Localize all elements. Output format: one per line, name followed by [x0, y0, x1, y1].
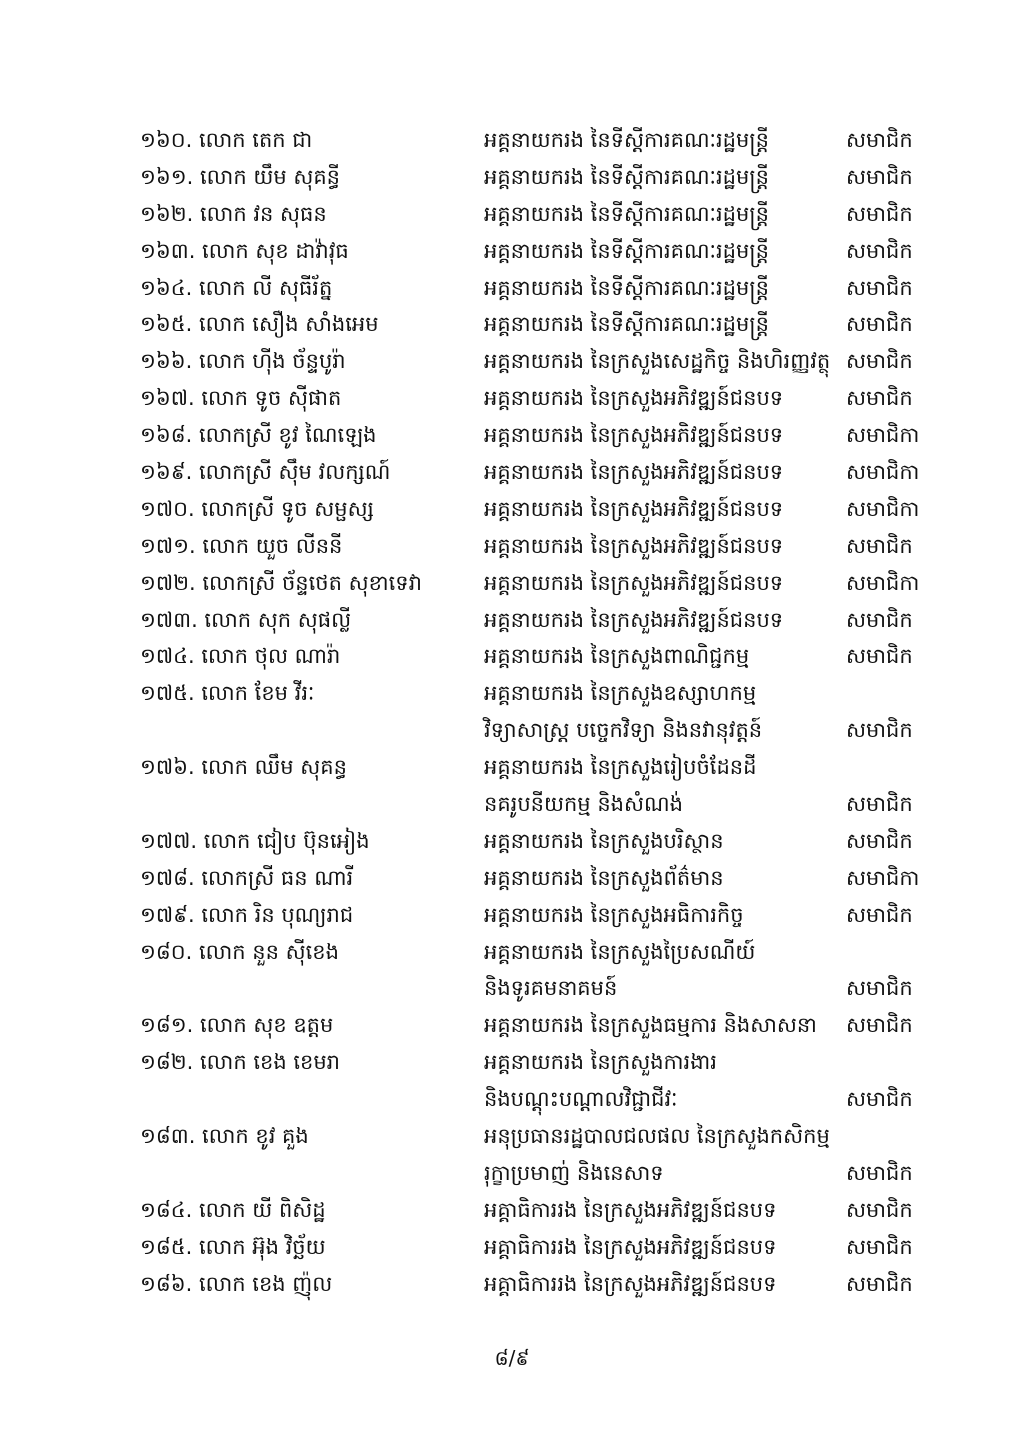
entry-line: [0, 860, 1024, 897]
member-name: ១៦៤. លោក លី សុធីរ័ត្ន: [140, 275, 333, 300]
entry-line: [0, 1081, 1024, 1118]
entry-line: [0, 159, 1024, 196]
member-entry: [0, 1118, 1024, 1192]
entry-line: [0, 491, 1024, 528]
page-number: ៨/៩: [494, 1346, 530, 1370]
member-entry: [0, 1044, 1024, 1118]
member-entry: [0, 934, 1024, 1008]
member-name: ១៦៦. លោក ហ៊ីង ច័ន្ទបូរ៉ា: [140, 349, 346, 374]
member-position: អគ្គនាយករង នៃក្រសួងអភិវឌ្ឍន៍ជនបទ: [484, 570, 784, 595]
entry-line: [0, 1007, 1024, 1044]
member-name: ១៨៥. លោក អ៊ុង វិច្ឆ័យ: [140, 1234, 326, 1259]
member-position: អគ្គនាយករង នៃទីស្តីការគណៈរដ្ឋមន្ត្រី: [484, 238, 769, 263]
member-position: អគ្គនាយករង នៃក្រសួងអភិវឌ្ឍន៍ជនបទ: [484, 496, 784, 521]
entry-line: [0, 934, 1024, 971]
member-role: សមាជិក: [846, 164, 913, 189]
member-entry: [0, 1007, 1024, 1044]
member-position: អគ្គនាយករង នៃទីស្តីការគណៈរដ្ឋមន្ត្រី: [484, 275, 769, 300]
member-name: ១៧៦. លោក ឈឹម សុគន្ធ: [140, 755, 347, 780]
entry-line: [0, 233, 1024, 270]
member-position: អគ្គនាយករង នៃក្រសួងអភិវឌ្ឍន៍ជនបទ: [484, 460, 784, 485]
member-entry: [0, 1192, 1024, 1229]
member-name: ១៨៤. លោក យី ពិសិដ្ឋ: [140, 1197, 326, 1222]
entry-line: [0, 565, 1024, 602]
entry-line: [0, 970, 1024, 1007]
member-role: សមាជិក: [846, 533, 913, 558]
member-position: អគ្គនាយករង នៃក្រសួងសេដ្ឋកិច្ច និងហិរញ្ញវត្ថុ: [484, 349, 831, 374]
member-position: អគ្គនាយករង នៃក្រសួងប្រៃសណីយ៍: [484, 939, 756, 964]
entry-line: [0, 417, 1024, 454]
member-name: ១៨០. លោក នួន ស៊ីខេង: [140, 939, 339, 964]
member-role: សមាជិកា: [846, 460, 920, 485]
member-name: ១៧៣. លោក សុក សុផល្លី: [140, 607, 352, 632]
member-name: ១៧០. លោកស្រី ទូច សម្ផស្ស: [140, 496, 374, 521]
entry-line: [0, 823, 1024, 860]
member-position: អគ្គនាយករង នៃក្រសួងអធិការកិច្ច: [484, 902, 744, 927]
member-role: សមាជិក: [846, 644, 913, 669]
member-name: ១៧៧. លោក ជៀប ប៊ុនអៀង: [140, 828, 370, 853]
member-role: សមាជិក: [846, 1197, 913, 1222]
member-entry: [0, 159, 1024, 196]
entry-line: [0, 1155, 1024, 1192]
member-role: សមាជិក: [846, 1271, 913, 1296]
member-name: ១៨២. លោក ខេង ខេមរា: [140, 1050, 340, 1075]
entry-line: [0, 343, 1024, 380]
entry-line: [0, 638, 1024, 675]
member-entry: [0, 1229, 1024, 1266]
member-entry: [0, 306, 1024, 343]
member-position: និងទូរគមនាគមន៍: [484, 976, 618, 1001]
member-entry: [0, 233, 1024, 270]
entry-line: [0, 122, 1024, 159]
member-name: ១៦៧. លោក ទូច ស៊ីផាត: [140, 386, 342, 411]
member-name: ១៧៩. លោក រិន បុណ្យរាជ: [140, 902, 354, 927]
member-role: សមាជិក: [846, 201, 913, 226]
member-role: សមាជិក: [846, 275, 913, 300]
member-position: អគ្គនាយករង នៃក្រសួងបរិស្ថាន: [484, 828, 724, 853]
member-name: ១៧១. លោក យួច លីននី: [140, 533, 343, 558]
member-position: អគ្គនាយករង នៃទីស្តីការគណៈរដ្ឋមន្ត្រី: [484, 312, 769, 337]
member-name: ១៨៦. លោក ខេង ញ៉ុល: [140, 1271, 333, 1296]
member-position: និងបណ្តុះបណ្តាលវិជ្ជាជីវៈ: [484, 1087, 678, 1112]
member-entry: [0, 897, 1024, 934]
member-entry: [0, 638, 1024, 675]
member-position: អគ្គនាយករង នៃក្រសួងអភិវឌ្ឍន៍ជនបទ: [484, 533, 784, 558]
member-role: សមាជិក: [846, 976, 913, 1001]
member-position: អគ្គនាយករង នៃក្រសួងអភិវឌ្ឍន៍ជនបទ: [484, 607, 784, 632]
entry-line: [0, 454, 1024, 491]
member-entry: [0, 380, 1024, 417]
entry-line: [0, 1192, 1024, 1229]
member-name: ១៦២. លោក វន សុធន: [140, 201, 327, 226]
member-position: អគ្គនាយករង នៃក្រសួងព័ត៌មាន: [484, 865, 724, 890]
member-position: អគ្គនាយករង នៃក្រសួងការងារ: [484, 1050, 717, 1075]
member-position: អគ្គនាយករង នៃក្រសួងឧស្សាហកម្ម: [484, 681, 757, 706]
member-role: សមាជិកា: [846, 496, 920, 521]
member-position: អគ្គនាយករង នៃក្រសួងពាណិជ្ជកម្ម: [484, 644, 750, 669]
entry-line: [0, 270, 1024, 307]
member-entry: [0, 860, 1024, 897]
entry-line: [0, 712, 1024, 749]
member-name: ១៧២. លោកស្រី ច័ន្ទថេត សុខាទេវា: [140, 570, 422, 595]
member-entry: [0, 565, 1024, 602]
member-position: អគ្គនាយករង នៃក្រសួងធម្មការ និងសាសនា: [484, 1013, 817, 1038]
entry-line: [0, 1044, 1024, 1081]
member-entry: [0, 417, 1024, 454]
member-position: អគ្គនាយករង នៃក្រសួងអភិវឌ្ឍន៍ជនបទ: [484, 386, 784, 411]
member-name: ១៦៩. លោកស្រី ស៊ឹម វលក្សណ៍: [140, 460, 391, 485]
member-role: សមាជិក: [846, 828, 913, 853]
member-position: អគ្គាធិការរង នៃក្រសួងអភិវឌ្ឍន៍ជនបទ: [484, 1271, 777, 1296]
member-position: នគរូបនីយកម្ម និងសំណង់: [484, 792, 683, 817]
entry-line: [0, 380, 1024, 417]
member-role: សមាជិកា: [846, 865, 920, 890]
entry-line: [0, 749, 1024, 786]
member-entry: [0, 454, 1024, 491]
member-entry: [0, 528, 1024, 565]
member-name: ១៦៣. លោក សុខ ដាវ៉ាវុធ: [140, 238, 349, 263]
entry-line: [0, 675, 1024, 712]
member-role: សមាជិក: [846, 607, 913, 632]
member-position: រុក្ខាប្រមាញ់ និងនេសាទ: [484, 1160, 664, 1185]
member-name: ១៨១. លោក សុខ ឧត្តម: [140, 1013, 334, 1038]
member-role: សមាជិក: [846, 902, 913, 927]
entry-line: [0, 1229, 1024, 1266]
member-name: ១៦៥. លោក សឿង សាំងអេម: [140, 312, 379, 337]
member-entry: [0, 196, 1024, 233]
entry-line: [0, 196, 1024, 233]
member-entry: [0, 823, 1024, 860]
member-role: សមាជិក: [846, 792, 913, 817]
member-role: សមាជិកា: [846, 570, 920, 595]
entry-line: [0, 306, 1024, 343]
member-entry: [0, 122, 1024, 159]
entry-line: [0, 602, 1024, 639]
member-entry: [0, 675, 1024, 749]
entry-line: [0, 1266, 1024, 1303]
member-role: សមាជិក: [846, 1087, 913, 1112]
member-role: សមាជិក: [846, 128, 913, 152]
member-list: [0, 122, 1024, 1303]
member-role: សមាជិក: [846, 718, 913, 743]
member-role: សមាជិក: [846, 238, 913, 263]
member-role: សមាជិក: [846, 1013, 913, 1038]
member-position: អគ្គាធិការរង នៃក្រសួងអភិវឌ្ឍន៍ជនបទ: [484, 1197, 777, 1222]
entry-line: [0, 528, 1024, 565]
member-entry: [0, 491, 1024, 528]
entry-line: [0, 786, 1024, 823]
member-entry: [0, 602, 1024, 639]
member-name: ១៦៨. លោកស្រី ខូវ ណៃឡេង: [140, 423, 377, 448]
member-position: អគ្គនាយករង នៃក្រសួងរៀបចំដែនដី: [484, 755, 757, 780]
member-position: អគ្គនាយករង នៃក្រសួងអភិវឌ្ឍន៍ជនបទ: [484, 423, 784, 448]
member-name: ១៧៨. លោកស្រី ធន ណារី: [140, 865, 354, 890]
member-role: សមាជិក: [846, 386, 913, 411]
member-role: សមាជិក: [846, 312, 913, 337]
member-role: សមាជិក: [846, 349, 913, 374]
member-role: សមាជិក: [846, 1160, 913, 1185]
member-position: អគ្គនាយករង នៃទីស្តីការគណៈរដ្ឋមន្ត្រី: [484, 201, 769, 226]
entry-line: [0, 897, 1024, 934]
member-entry: [0, 343, 1024, 380]
member-position: អគ្គនាយករង នៃទីស្តីការគណៈរដ្ឋមន្ត្រី: [484, 164, 769, 189]
member-name: ១៦០. លោក តេក ជា: [140, 128, 313, 152]
member-role: សមាជិកា: [846, 423, 920, 448]
member-name: ១៨៣. លោក ខូវ គួង: [140, 1124, 309, 1149]
member-name: ១៧៥. លោក ខែម វីរៈ: [140, 681, 315, 706]
member-entry: [0, 1266, 1024, 1303]
member-position: អគ្គាធិការរង នៃក្រសួងអភិវឌ្ឍន៍ជនបទ: [484, 1234, 777, 1259]
member-entry: [0, 270, 1024, 307]
member-position: អគ្គនាយករង នៃទីស្តីការគណៈរដ្ឋមន្ត្រី: [484, 128, 769, 152]
member-position: អនុប្រធានរដ្ឋបាលជលផល នៃក្រសួងកសិកម្ម: [484, 1124, 830, 1149]
entry-line: [0, 1118, 1024, 1155]
member-name: ១៦១. លោក យឹម សុគន្ធី: [140, 164, 340, 189]
member-position: វិទ្យាសាស្ត្រ បច្ចេកវិទ្យា និងនវានុវត្តន៍: [484, 718, 763, 743]
member-role: សមាជិក: [846, 1234, 913, 1259]
member-name: ១៧៤. លោក ថុល ណារ៉ា: [140, 644, 341, 669]
member-entry: [0, 749, 1024, 823]
